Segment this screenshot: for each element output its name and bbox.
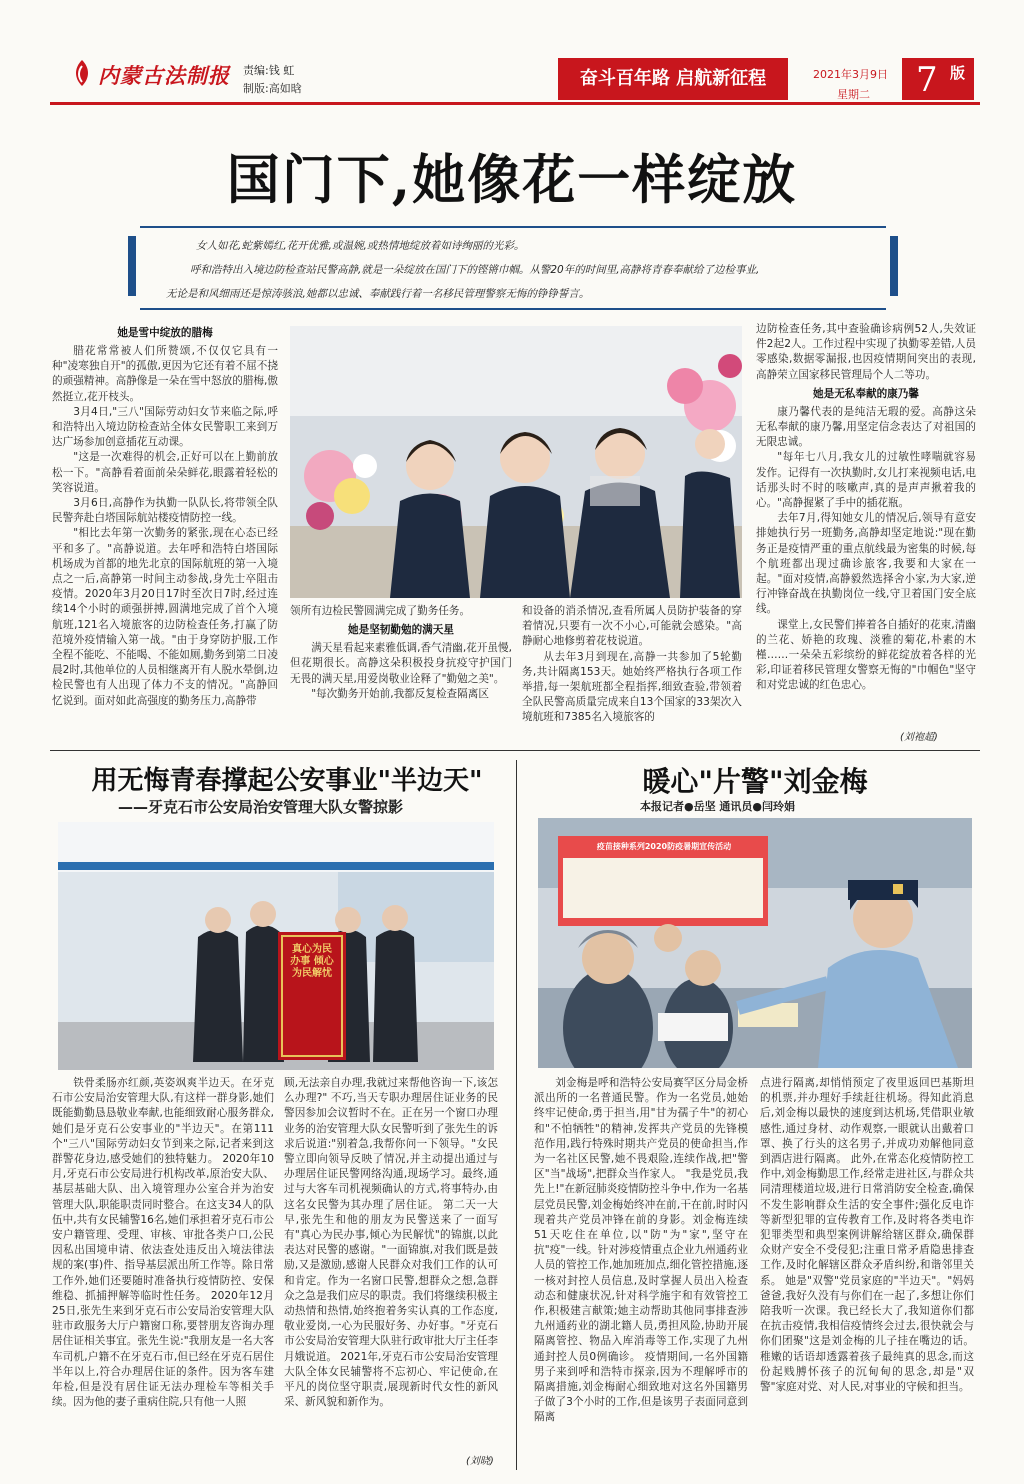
paragraph: 领所有边检民警圆满完成了勤务任务。 <box>290 605 471 617</box>
weekday-label: 星期二 <box>837 88 870 101</box>
layout-label: 制版:高如晗 <box>243 82 302 95</box>
paper-logo-icon <box>70 58 94 88</box>
column-divider <box>516 760 517 1470</box>
page-number: 7 <box>916 60 938 100</box>
lead-line-2: 呼和浩特出入境边防检查站民警高静,就是一朵绽放在国门下的铿锵巾帼。从警20年的时间里,高静将青春奉献给了边检事业, <box>190 264 760 276</box>
banner-box <box>558 58 788 100</box>
article2-title: 用无悔青春撑起公安事业"半边天" <box>91 766 483 796</box>
paragraph: 3月6日,高静作为执勤一队队长,将带领全队民警奔赴白塔国际航站楼疫情防控一线。 <box>52 497 278 525</box>
paragraph: 从去年3月到现在,高静一共参加了5轮勤务,共计隔离153天。她始终严格执行各项工作举措,每一架航班都全程指挥,细致查验,带领着全队民警高质量完成来自13个国家的33架次入境航班和7385名入境旅客的 <box>522 650 742 724</box>
paragraph: 刘金梅是呼和浩特公安局赛罕区分局金桥派出所的一名普通民警。作为一名党员,她始终牢记使命,勇于担当,用"甘为孺子牛"的初心和"不怕牺牲"的精神,发挥共产党员的先锋模范作用,践行特殊时期共产党员的使命担当,作为一名社区民警,她不畏艰险,连续作战,把"警区"当"战场",把群众当作家人。 "我是党员,我先上!"在新冠肺炎疫情防控斗争中,作为一名基层党员民警,刘金梅始终冲在前,干在前,时时闪现着共产党员冲锋在前的身影。刘金梅连续51天吃住在单位,以"防"为"家",坚守在抗"疫"一线。针对涉疫情重点企业九州通药业人员的管控工作,她加班加点,细化管控措施,逐一核对封控人员信息,及时掌握人员出入检查动态和健康状况,针对科学施宇和有效管控工作,积极建言献策;她主动帮助其他同事排查涉九州通药业的湖北籍人员,勇担风险,协助开展隔离管控、物品入库消毒等工作,实现了九州通封控人员0例确诊。 疫情期间,一名外国籍男子来到呼和浩特市探亲,因为不理解呼市的隔离措施,刘金梅耐心细致地对这名外国籍男子做了3个小时的工作,但是该男子表面同意到隔离 <box>534 1077 748 1424</box>
paragraph: "每年七八月,我女儿的过敏性哮喘就容易发作。记得有一次执勤时,女儿打来视频电话,电话那头时不时的咳嗽声,真的是声声揪着我的心。"高静握紧了手中的插花瓶。 <box>756 451 976 510</box>
paragraph: 和设备的消杀情况,查看所属人员防护装备的穿着情况,只要有一次不小心,可能就会感染。"高静耐心地修剪着花枝说道。 <box>522 605 742 648</box>
page-headline: 国门下,她像花一样绽放 <box>226 149 798 211</box>
article1-col2 <box>290 604 512 746</box>
banner-text: 奋斗百年路 启航新征程 <box>579 68 767 89</box>
lead-corner-left <box>128 236 136 296</box>
lead-corner-right <box>890 236 898 296</box>
masthead <box>0 0 1024 120</box>
paragraph: 康乃馨代表的是纯洁无瑕的爱。高静这朵无私奉献的康乃馨,用坚定信念表达了对祖国的无限忠诚。 <box>756 405 976 449</box>
article2-subtitle: ——牙克石市公安局治安管理大队女警掠影 <box>118 798 404 816</box>
paragraph: 去年7月,得知她女儿的情况后,领导有意安排她执行另一班勤务,高静却坚定地说:"现在勤务正是疫情严重的重点航线最为密集的时候,每个航班都出现过确诊旅客,我要和大家在一起。"面对疫情,高静毅然选择舍小家,为大家,逆行冲锋奋战在执勤岗位一线,守卫着国门安全底线。 <box>756 512 976 616</box>
article1-byline: (刘袍超) <box>900 732 938 743</box>
paragraph: 铁骨柔肠亦红颜,英姿飒爽半边天。在牙克石市公安局治安管理大队,有这样一群身影,她们既能勤勤恳恳敬业奉献,也能细致耐心服务群众,她们是牙克石公安事业的"半边天"。在第111个"三八"国际劳动妇女节到来之际,记者来到这群警花身边,感受她们的独特魅力。 2020年10月,牙克石市公安局进行机构改革,原治安大队、基层基础大队、出入境管理办公室合并为治安管理大队,职能职责同时整合。在这支34人的队伍中,共有女民辅警16名,她们承担着牙克石市公安户籍管理、受理、审核、审批各类户口,公民因私出国境申请、依法查处违反出入境法律法规的案(事)件、指导基层派出所工作等。除日常工作外,她们还要随时准备执行疫情防控、安保维稳、抓捕押解等临时性任务。 2020年12月25日,张先生来到牙克石市公安局治安管理大队驻市政服务大厅户籍窗口称,要替朋友咨询办理居住证相关事宜。张先生说:"我朋友是一名大客车司机,户籍不在牙克石市,但已经在牙克石居住半年以上,符合办理居住证的条件。因为客车建年检,但是没有居住证无法办理检车等相关手续。因为他的妻子重病住院,只有他一人照 <box>52 1077 274 1409</box>
masthead-rule <box>50 102 980 105</box>
paragraph: 边防检查任务,其中查验确诊病例52人,失效证件2起2人。工作过程中实现了执勤零差错,人员零感染,数据零漏报,也因疫情期间突出的表现,高静荣立国家移民管理局个人二等功。 <box>756 323 976 381</box>
article1-subheading-3: 她是无私奉献的康乃馨 <box>813 387 919 400</box>
article2-byline: (刘晓) <box>466 1456 494 1467</box>
paragraph: 点进行隔离,却悄悄预定了夜里返回巴基斯坦的机票,并办理好手续赶往机场。得知此消息后,刘金梅以最快的速度到达机场,凭借职业敏感性,通过身材、动作观察,一眼就认出戴着口罩、换了行头的这名男子,并成功劝解他同意到酒店进行隔离。 此外,在常态化疫情防控工作中,刘金梅勤思工作,经常走进社区,与群众共同清理楼道垃圾,进行日常消防安全检查,确保不发生影响群众生活的安全事件;强化反电诈等新型犯罪的宣传教育工作,及时将各类电诈犯罪类型和典型案例讲解给辖区群众,确保群众财产安全不受侵犯;注重日常矛盾隐患排查工作,及时化解辖区群众矛盾纠纷,和谐邻里关系。 她是"双警"党员家庭的"半边天"。"妈妈爸爸,我好久没有与你们在一起了,多想让你们陪我听一次课。我已经长大了,我知道你们都在抗击疫情,我相信疫情终会过去,很快就会与你们团聚"这是刘金梅的儿子挂在嘴边的话。稚嫩的话语却透露着孩子最纯真的思念,而这份起贱膊怀孩子的沉甸甸的思念,却是"双警"家庭对党、对人民,对事业的守候和担当。 <box>760 1077 974 1394</box>
paragraph: 腊花常常被人们所赞颂,不仅仅它具有一种"凌寒独自开"的孤傲,更因为它还有着不屈不挠的顽强精神。高静像是一朵在雪中怒放的腊梅,傲然挺立,花开枝头。 <box>52 345 278 403</box>
date-label: 2021年3月9日 <box>813 68 888 81</box>
article1-subheading-2: 她是坚韧勤勉的满天星 <box>348 624 454 637</box>
article2-col1 <box>52 1076 274 1468</box>
lead-line-1: 女人如花,蛇紫嫣红,花开优雅,或温婉,或热情地绽放着如诗绚丽的光彩。 <box>196 240 525 252</box>
paragraph: "相比去年第一次勤务的紧张,现在心态已经平和多了。"高静说道。去年呼和浩特白塔国际机场成为首都的地先北京的国际航班的第一入境点之一后,高静第一时间主动参战,身先士卒阻击疫情。2020年3月20日17时至次日7时,经过连续14个小时的顽强拼搏,圆满地完成了首个入境航班,121名入境旅客的边防检查任务,打赢了防范境外疫情输入第一战。"由于身穿防护服,工作全程不能吃、不能喝、不能如厕,勤务到第二日凌晨2时,其他单位的人员相继离开有人脱水晕倒,边检民警也有人出现了体力不支的情况。"高静回忆说到。面对如此高强度的勤务压力,高静带 <box>52 527 278 707</box>
paragraph: "这是一次难得的机会,正好可以在上勤前放松一下。"高静看着面前朵朵鲜花,眼露着轻松的笑容说道。 <box>52 451 278 494</box>
paragraph: "每次勤务开始前,我都反复检查隔离区 <box>311 687 489 700</box>
article3-col2 <box>760 1076 974 1470</box>
banner-flag-text: 真心为民办事 倾心为民解忧 <box>290 944 334 979</box>
paper-name: 内蒙古法制报 <box>98 63 230 88</box>
lead-line-3: 无论是和风细雨还是惊涛骇浪,她都以忠诚、奉献践行着一名移民管理警察无悔的铮铮誓言。 <box>166 288 590 300</box>
section-divider <box>50 750 980 751</box>
article3-photo-officer-with-residents <box>538 818 972 1068</box>
article1-subheading-1: 她是雪中绽放的腊梅 <box>117 327 213 339</box>
article2-photo-officers-with-banner <box>58 822 494 1070</box>
event-sign-text: 疫苗接种系列2020防疫暑期宣传活动 <box>596 842 732 851</box>
article3-col1 <box>534 1076 748 1470</box>
page-suffix: 版 <box>950 64 966 82</box>
lead-box <box>140 226 886 310</box>
paragraph: 3月4日,"三八"国际劳动妇女节来临之际,呼和浩特出入境边防检查站全体女民警职工来到万达广场参加创意插花互动课。 <box>52 405 278 449</box>
article1-col1 <box>52 322 278 742</box>
article1-col4 <box>756 322 976 724</box>
editor-label: 责编:钱 虹 <box>243 64 295 77</box>
article1-photo-officers-with-flowers <box>290 326 742 598</box>
paragraph: 顾,无法亲自办理,我就过来帮他咨询一下,该怎么办理?" 不巧,当天专职办理居住证业务的民警因参加会议暂时不在。正在另一个窗口办理业务的治安管理大队女民警听到了张先生的诉求后说道:"别着急,我帮你问一下领导。"女民警立即向领导反映了情况,并主动提出通过与办理居住证民警网络沟通,现场学习。最终,通过与大客车司机视频确认的方式,将事特办,由这名女民警为其办理了居住证。 第二天一大早,张先生和他的朋友为民警送来了一面写有"真心为民办事,倾心为民解忧"的锦旗,以此表达对民警的感谢。"一面锦旗,对我们既是鼓励,又是激励,感谢人民群众对我们工作的认可和肯定。作为一名窗口民警,想群众之想,急群众之急是我们应尽的职责。我们将继续积极主动热情和热情,始终抱着务实认真的工作态度,敬业爱岗,一心为民服好务、办好事。"牙克石市公安局治安管理大队驻行政审批大厅主任李月娥说道。 2021年,牙克石市公安局治安管理大队全体女民辅警将不忘初心、牢记使命,在平凡的岗位坚守职责,展现新时代女性的新风采、新风貌和新作为。 <box>284 1077 498 1409</box>
page-number-box <box>902 58 974 100</box>
paragraph: 课堂上,女民警们捧着各自插好的花束,清幽的兰花、娇艳的玫瑰、淡雅的菊花,朴素的木槿……一朵朵五彩缤纷的鲜花绽放着各样的光彩,印证着移民管理女警察无悔的"巾帼色"坚守和对党忠诚的红色忠心。 <box>756 618 976 692</box>
article3-title: 暖心"片警"刘金梅 <box>642 765 868 798</box>
article2-col2 <box>284 1076 498 1446</box>
article1-col3 <box>522 604 742 746</box>
article3-byline: 本报记者●岳坚 通讯员●闫玲娟 <box>640 800 796 813</box>
paragraph: 满天星看起来素雅低调,香气清幽,花开虽慢,但花期很长。高静这朵积极投身抗疫守护国门无畏的满天星,用爱岗敬业诠释了"勤勉之美"。 <box>290 642 512 685</box>
